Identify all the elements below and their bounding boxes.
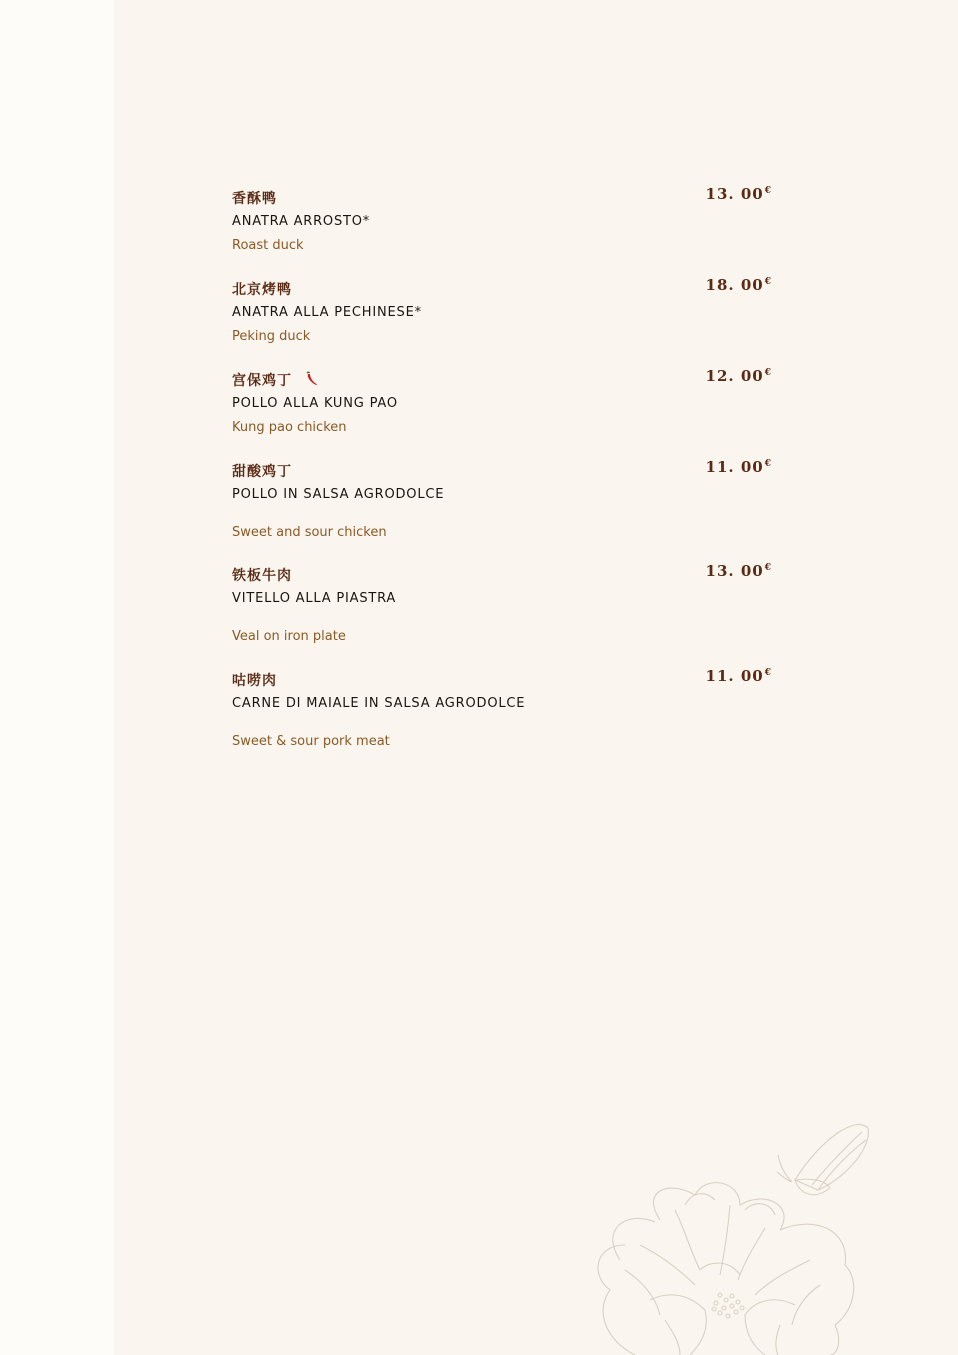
- dish-name-chinese-row: [232, 370, 318, 391]
- dish-price: 12. 00€: [705, 367, 772, 385]
- chili-pepper-icon: [304, 371, 318, 391]
- dish-name-chinese: 铁板牛肉: [232, 568, 292, 584]
- dish-name-english: Veal on iron plate: [232, 629, 346, 644]
- dish-price: 11. 00€: [705, 458, 772, 476]
- dish-name-italian: ANATRA ARROSTO*: [232, 214, 371, 229]
- dish-price: 11. 00€: [705, 667, 772, 685]
- dish-name-italian: VITELLO ALLA PIASTRA: [232, 591, 397, 606]
- peony-flower-icon: [598, 1183, 854, 1355]
- butterfly-icon: [777, 1125, 868, 1195]
- dish-name-italian: POLLO ALLA KUNG PAO: [232, 396, 398, 411]
- stamen-cluster: [712, 1293, 744, 1318]
- dish-name-italian: ANATRA ALLA PECHINESE*: [232, 305, 422, 320]
- dish-name-chinese: 北京烤鸭: [232, 282, 292, 298]
- dish-price: 13. 00€: [705, 562, 772, 580]
- currency-symbol: €: [764, 368, 772, 378]
- dish-price: 18. 00€: [705, 276, 772, 294]
- dish-name-english: Kung pao chicken: [232, 420, 347, 435]
- dish-name-english: Peking duck: [232, 329, 311, 344]
- dish-name-chinese: 咕唠肉: [232, 673, 277, 689]
- peony-butterfly-illustration: [580, 1110, 880, 1355]
- dish-name-chinese: 宫保鸡丁: [232, 373, 292, 389]
- dish-name-english: Sweet and sour chicken: [232, 525, 387, 540]
- dish-name-english: Roast duck: [232, 238, 304, 253]
- dish-name-chinese: 香酥鸭: [232, 191, 277, 207]
- currency-symbol: €: [764, 668, 772, 678]
- page-margin-strip: [0, 0, 114, 1355]
- dish-name-italian: CARNE DI MAIALE IN SALSA AGRODOLCE: [232, 696, 526, 711]
- dish-name-chinese: 甜酸鸡丁: [232, 464, 292, 480]
- currency-symbol: €: [764, 186, 772, 196]
- dish-name-english: Sweet & sour pork meat: [232, 734, 390, 749]
- dish-name-italian: POLLO IN SALSA AGRODOLCE: [232, 487, 445, 502]
- currency-symbol: €: [764, 563, 772, 573]
- currency-symbol: €: [764, 459, 772, 469]
- currency-symbol: €: [764, 277, 772, 287]
- dish-price: 13. 00€: [705, 185, 772, 203]
